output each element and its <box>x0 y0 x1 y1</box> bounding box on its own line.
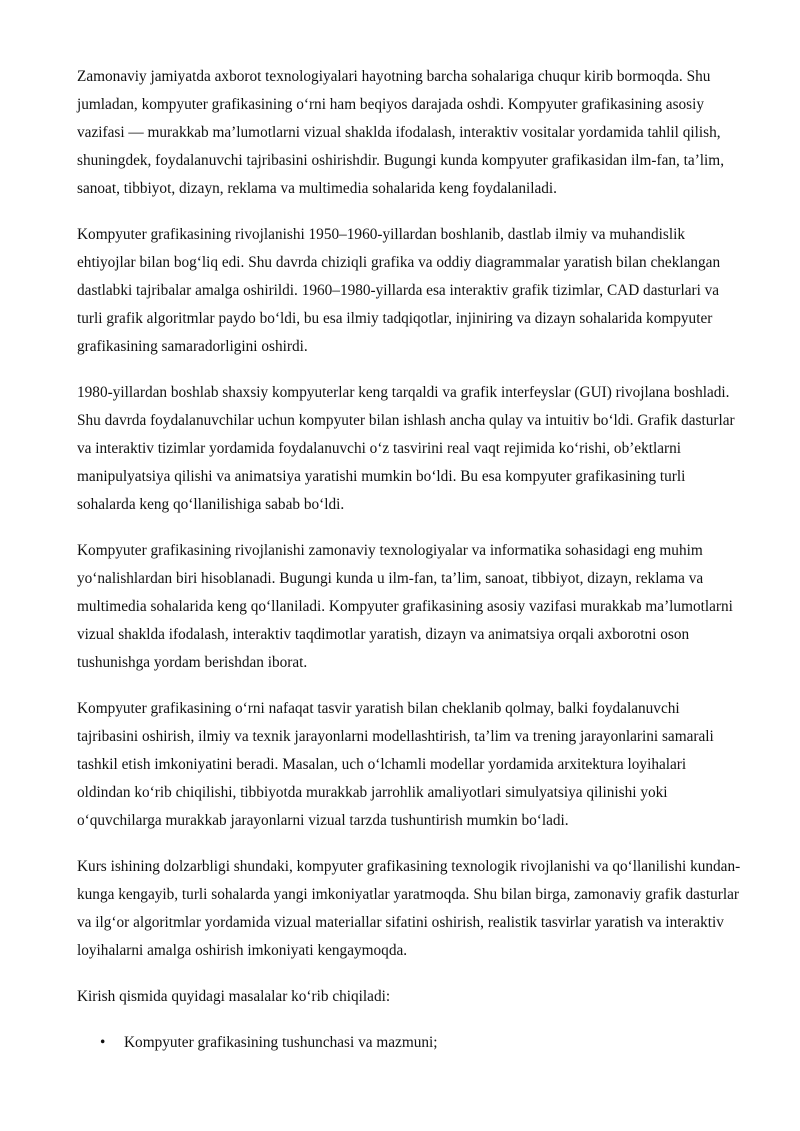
list-item <box>77 1029 743 1057</box>
paragraph-relevance: Kurs ishining dolzarbligi shundaki, kompyuter grafikasining texnologik rivojlanishi va qoʻllanilishi kundan-kunga kengayib, turli sohalarda yangi imkoniyatlar yaratmoqda. Shu bilan birga, zamonaviy grafik dasturlar va ilgʻor algoritmlar yordamida vizual materiallar sifatini oshirish, realistik tasvirlar yaratish va interaktiv loyihalarni amalga oshirish imkoniyati kengaymoqda. <box>77 858 741 959</box>
bullet-list <box>77 1029 743 1057</box>
bullet-icon: • <box>100 1034 106 1051</box>
paragraph-modern-importance: Kompyuter grafikasining rivojlanishi zamonaviy texnologiyalar va informatika sohasidagi eng muhim yoʻnalishlardan biri hisoblanadi. Bugungi kunda u ilm-fan, taʼlim, sanoat, tibbiyot, dizayn, reklama va multimedia sohalarida keng qoʻllaniladi. Kompyuter grafikasining asosiy vazifasi murakkab maʼlumotlarni vizual shaklda ifodalash, interaktiv taqdimotlar yaratish, dizayn va animatsiya orqali axborotni oson tushunishga yordam berishdan iborat. <box>77 542 733 671</box>
paragraph-history-early: Kompyuter grafikasining rivojlanishi 1950–1960-yillardan boshlanib, dastlab ilmiy va muhandislik ehtiyojlar bilan bogʻliq edi. Shu davrda chiziqli grafika va oddiy diagrammalar yaratish bilan cheklangan dastlabki tajribalar amalga oshirildi. 1960–1980-yillarda esa interaktiv grafik tizimlar, CAD dasturlari va turli grafik algoritmlar paydo boʻldi, bu esa ilmiy tadqiqotlar, injiniring va dizayn sohalarida kompyuter grafikasining samaradorligini oshirdi. <box>77 226 721 355</box>
document-body <box>77 63 743 1057</box>
list-item-text: Kompyuter grafikasining tushunchasi va mazmuni; <box>124 1034 438 1051</box>
paragraph-history-1980s: 1980-yillardan boshlab shaxsiy kompyuterlar keng tarqaldi va grafik interfeyslar (GUI) rivojlana boshladi. Shu davrda foydalanuvchilar uchun kompyuter bilan ishlash ancha qulay va intuitiv boʻldi. Grafik dasturlar va interaktiv tizimlar yordamida foydalanuvchi oʻz tasvirini real vaqt rejimida koʻrishi, obʼektlarni manipulyatsiya qilishi va animatsiya yaratishi mumkin boʻldi. Bu esa kompyuter grafikasining turli sohalarda keng qoʻllanilishiga sabab boʻldi. <box>77 384 735 513</box>
paragraph-role: Kompyuter grafikasining oʻrni nafaqat tasvir yaratish bilan cheklanib qolmay, balki foydalanuvchi tajribasini oshirish, ilmiy va texnik jarayonlarni modellashtirish, taʼlim va trening jarayonlarini samarali tashkil etish imkoniyatini beradi. Masalan, uch oʻlchamli modellar yordamida arxitektura loyihalari oldindan koʻrib chiqilishi, tibbiyotda murakkab jarrohlik amaliyotlari simulyatsiya qilinishi yoki oʻquvchilarga murakkab jarayonlarni vizual tarzda tushuntirish mumkin boʻladi. <box>77 700 714 829</box>
paragraph-introduction: Zamonaviy jamiyatda axborot texnologiyalari hayotning barcha sohalariga chuqur kirib bormoqda. Shu jumladan, kompyuter grafikasining oʻrni ham beqiyos darajada oshdi. Kompyuter grafikasining asosiy vazifasi — murakkab maʼlumotlarni vizual shaklda ifodalash, interaktiv vositalar yordamida tahlil qilish, shuningdek, foydalanuvchi tajribasini oshirishdir. Bugungi kunda kompyuter grafikasidan ilm-fan, taʼlim, sanoat, tibbiyot, dizayn, reklama va multimedia sohalarida keng foydalaniladi. <box>77 68 725 197</box>
paragraph-intro-list-lead: Kirish qismida quyidagi masalalar koʻrib chiqiladi: <box>77 988 391 1005</box>
